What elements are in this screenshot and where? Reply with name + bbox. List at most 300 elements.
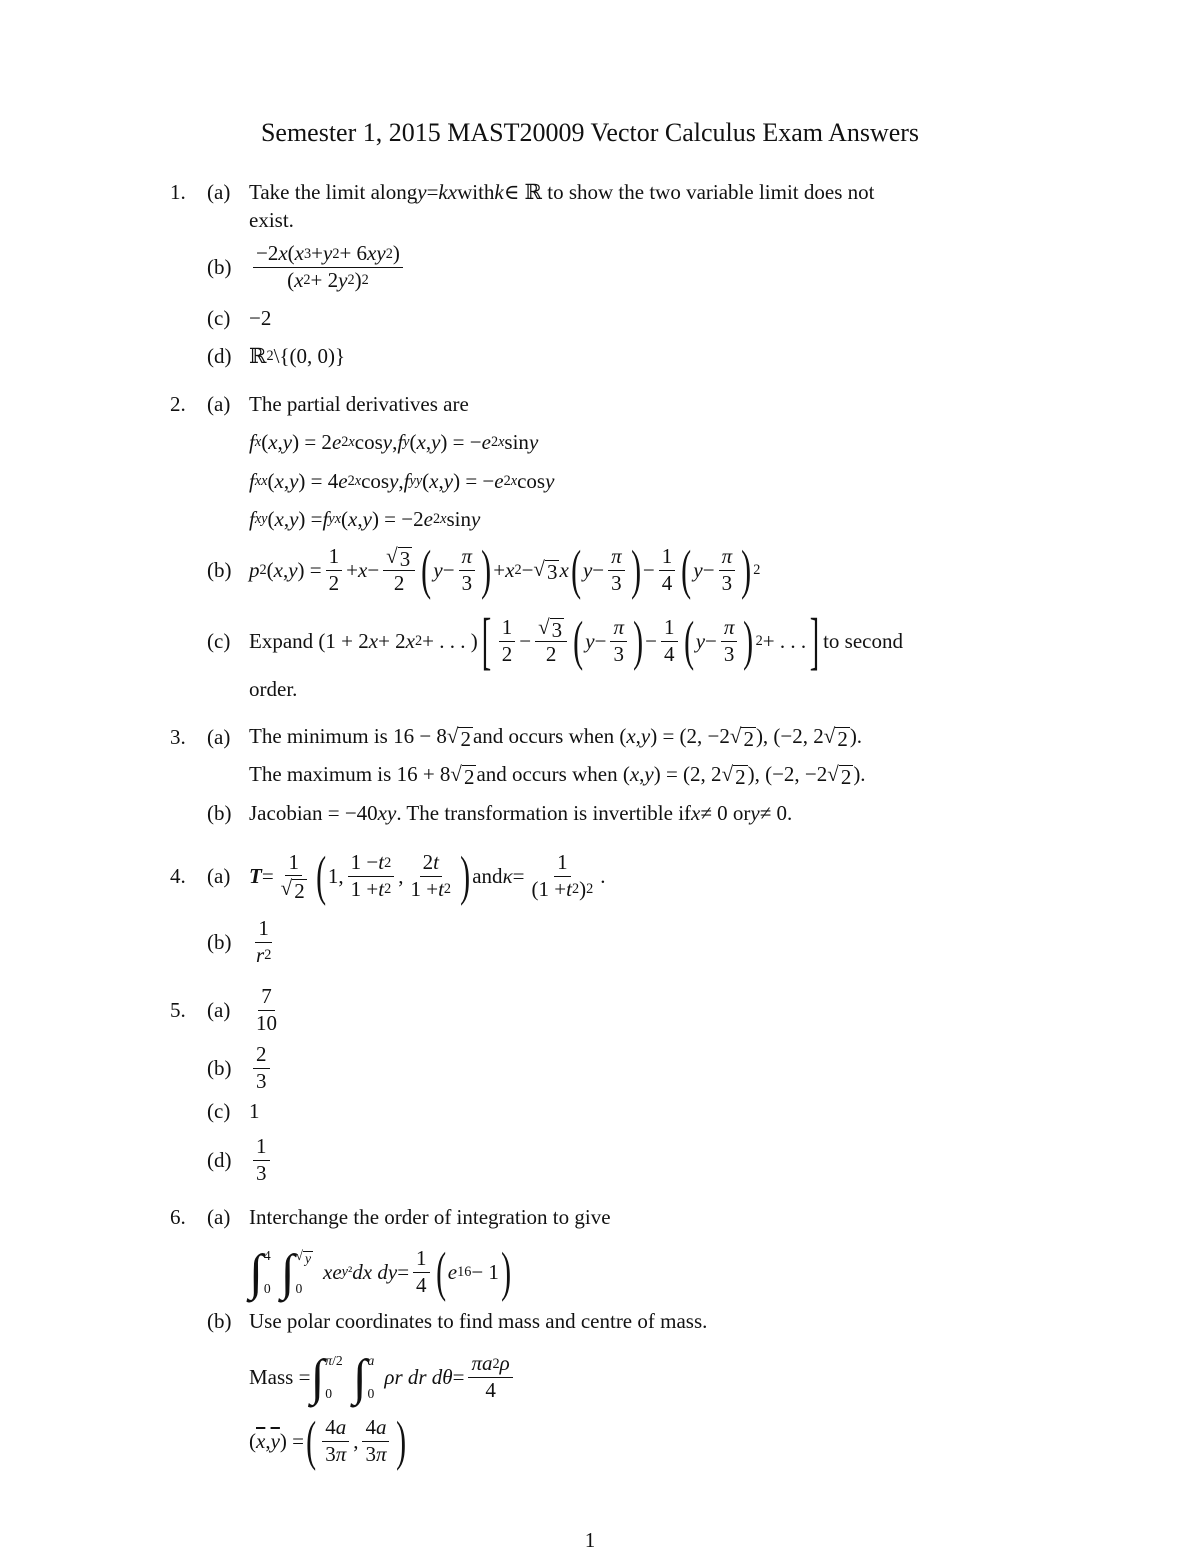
- fraction-denominator: [253, 1161, 270, 1186]
- close-delimiter: ): [460, 844, 471, 906]
- math-text: 1: [416, 1246, 427, 1271]
- math-text: 3: [613, 641, 624, 666]
- part-label: (a): [207, 179, 231, 204]
- math-fraction: [721, 615, 738, 666]
- math-variable: y: [443, 468, 454, 493]
- math-variable: y: [338, 267, 348, 292]
- math-variable: y: [640, 724, 651, 749]
- math-delimited-group: [419, 538, 493, 600]
- math-group: [583, 544, 629, 595]
- math-group: [611, 544, 622, 569]
- math-variable: π: [613, 615, 624, 640]
- math-text: ,: [639, 762, 645, 787]
- answer-content: [249, 538, 761, 600]
- math-variable: x: [278, 241, 288, 266]
- math-group: [585, 615, 631, 666]
- answer-content: [249, 605, 903, 676]
- answer-content: [249, 1205, 611, 1230]
- integral-sign: ∫: [280, 1243, 295, 1300]
- math-text: (: [422, 468, 430, 493]
- math-text: ): [579, 876, 587, 901]
- math-variable: f: [249, 506, 255, 531]
- math-variable: e: [447, 1259, 458, 1284]
- math-text: 2: [266, 348, 274, 364]
- math-text: 3: [546, 559, 558, 584]
- math-text: 2: [415, 633, 423, 649]
- answer-content: [249, 984, 284, 1035]
- math-variable: ρr dr dθ: [384, 1364, 453, 1389]
- radical-sign: √: [280, 876, 293, 901]
- math-variable: a: [367, 1352, 375, 1368]
- math-variable: π: [325, 1352, 333, 1368]
- math-delimited-group: [571, 609, 645, 671]
- integral-limits: [368, 1352, 375, 1402]
- math-variable: t: [378, 850, 385, 875]
- math-fraction: [407, 850, 454, 901]
- math-square-root: [386, 544, 412, 570]
- math-text: to second: [823, 628, 903, 653]
- answer-content: [249, 916, 278, 967]
- math-text: +: [311, 241, 323, 266]
- integral-sign: ∫: [352, 1348, 367, 1405]
- math-text: ,: [357, 506, 363, 531]
- math-variable: y: [382, 429, 393, 454]
- math-text: (: [341, 506, 349, 531]
- math-text: (: [267, 506, 275, 531]
- fraction-numerator: [554, 850, 571, 876]
- math-text: Mass =: [249, 1364, 311, 1389]
- fraction-denominator: [362, 1442, 389, 1467]
- math-variable: xe: [323, 1259, 342, 1284]
- math-fraction: [529, 850, 597, 901]
- math-text: 4: [416, 1272, 427, 1297]
- math-text: 2: [840, 764, 852, 789]
- math-text: cos: [361, 468, 390, 493]
- math-text: −2: [249, 305, 272, 330]
- fraction-denominator: [322, 1442, 349, 1467]
- math-text: 1 +: [410, 876, 439, 901]
- math-group: [722, 544, 733, 569]
- math-text: Take the limit along: [249, 179, 418, 204]
- math-variable: x: [357, 557, 368, 582]
- answer-content: [249, 801, 792, 826]
- math-text: 3: [551, 617, 563, 642]
- open-delimiter: (: [435, 1240, 446, 1302]
- math-fraction: [413, 1246, 430, 1297]
- math-text: (: [287, 267, 295, 292]
- math-text: 3: [611, 570, 622, 595]
- math-fraction: [322, 1415, 349, 1466]
- math-variable: y: [470, 506, 481, 531]
- math-text: 2: [264, 947, 272, 964]
- math-variable: f: [249, 429, 255, 454]
- math-text: ,: [398, 468, 404, 493]
- math-variable: y: [282, 429, 293, 454]
- fraction-numerator: [608, 544, 625, 570]
- math-fraction: [610, 615, 627, 666]
- math-variable: y: [322, 241, 333, 266]
- math-variable: xy: [377, 800, 397, 825]
- math-text: 2: [443, 881, 452, 898]
- math-text: 1: [557, 850, 568, 875]
- fraction-numerator: [326, 544, 343, 570]
- math-text: with: [457, 179, 495, 204]
- radicand: [398, 547, 413, 570]
- math-variable: e: [331, 429, 342, 454]
- math-group: [365, 1442, 386, 1467]
- math-text: 2: [332, 245, 340, 262]
- math-text: 2: [259, 562, 267, 578]
- math-text: 4: [263, 1247, 271, 1263]
- math-text: sin: [504, 429, 529, 454]
- radicand: [545, 560, 560, 583]
- answer-content: f xy ( x , y ) = f yx ( x , y ) = −2 e 2 x sin y: [249, 506, 481, 531]
- math-variable: x: [405, 628, 415, 653]
- math-text: ℝ: [249, 343, 267, 368]
- math-variable: x: [368, 628, 379, 653]
- fraction-denominator: [721, 642, 738, 667]
- integral-lower-limit: [264, 1281, 271, 1296]
- answer-content: [249, 1134, 274, 1185]
- fraction-denominator: [253, 1069, 270, 1094]
- fraction-denominator: [413, 1273, 430, 1298]
- math-text: ) = 2: [292, 429, 332, 454]
- open-delimiter: (: [315, 844, 326, 906]
- math-variable: y: [389, 468, 399, 493]
- math-text: 1 −: [350, 850, 379, 875]
- part-label: (a): [207, 391, 231, 416]
- math-text: −: [702, 557, 715, 582]
- math-text: − 1: [471, 1259, 499, 1284]
- math-text: 2: [328, 570, 340, 595]
- answer-content: [249, 1348, 517, 1405]
- math-text: The partial derivatives are: [249, 391, 469, 416]
- math-text: ).: [849, 724, 863, 749]
- fraction-numerator: [610, 615, 627, 641]
- fraction-numerator: [362, 1415, 389, 1441]
- fraction-denominator: [253, 1011, 280, 1036]
- math-group: [538, 615, 564, 641]
- fraction-numerator: [285, 850, 302, 876]
- math-integral: [280, 1243, 313, 1300]
- math-variable: x: [626, 724, 636, 749]
- math-group: [462, 544, 473, 569]
- fraction-denominator: [529, 877, 597, 902]
- answer-content: [249, 724, 862, 750]
- math-text: 3: [304, 245, 312, 262]
- math-fraction: [278, 850, 310, 902]
- math-text: 2: [571, 881, 580, 898]
- math-text: ,: [277, 429, 283, 454]
- fraction-denominator: [608, 571, 625, 596]
- question-number: 5.: [170, 997, 186, 1022]
- math-variable: t: [566, 876, 572, 901]
- math-text: 1: [328, 544, 340, 569]
- math-text: ) =: [297, 557, 322, 582]
- math-variable: π: [375, 1441, 387, 1466]
- math-fraction: [253, 984, 280, 1035]
- part-label: (c): [207, 305, 231, 330]
- math-mean-variable: $\overline{x}$: [256, 1428, 266, 1453]
- math-text: + 2: [310, 267, 339, 292]
- math-variable: y: [362, 506, 372, 531]
- math-text: ,: [265, 1428, 271, 1453]
- math-text: 2: [384, 881, 392, 898]
- math-variable: x: [629, 762, 640, 787]
- answer-content: [249, 306, 271, 331]
- radicand: [458, 727, 473, 750]
- math-text: .: [600, 863, 606, 888]
- math-group: [433, 544, 479, 595]
- math-variable: y: [417, 179, 427, 204]
- answer-content: [249, 1309, 707, 1334]
- math-group: [724, 615, 735, 640]
- answer-content: [249, 392, 469, 417]
- math-mean-variable: $\overline{y}$: [270, 1428, 280, 1453]
- question-number: 2.: [170, 391, 186, 416]
- math-variable: x: [268, 429, 278, 454]
- math-text: 2: [347, 272, 355, 289]
- math-group: [423, 850, 439, 875]
- math-variable: kx: [438, 179, 458, 204]
- radicand: [741, 727, 756, 750]
- math-variable: y: [288, 557, 298, 582]
- math-text: ,: [282, 557, 289, 582]
- math-square-root: [281, 876, 307, 902]
- integral-upper-limit: [264, 1248, 271, 1263]
- math-text: 2: [463, 764, 475, 789]
- fraction-numerator: [383, 544, 415, 571]
- math-text: 2: [492, 1355, 500, 1372]
- math-text: 2: [753, 562, 761, 578]
- math-text: −2: [256, 241, 279, 266]
- part-label: (b): [207, 1308, 232, 1333]
- radicand: [733, 765, 748, 788]
- part-label: (b): [207, 1055, 232, 1080]
- math-text: 3: [723, 641, 735, 666]
- math-integral: [352, 1348, 375, 1405]
- math-fraction: [253, 916, 274, 967]
- math-text: 1: [258, 916, 269, 941]
- math-text: ), (−2, −2: [747, 762, 828, 787]
- integral-limits: [295, 1247, 313, 1297]
- fraction-numerator: [253, 1134, 270, 1160]
- math-text: 3: [256, 1160, 267, 1185]
- math-fraction: [383, 544, 415, 596]
- math-variable: πa: [471, 1351, 493, 1376]
- math-text: 2: [837, 726, 848, 751]
- fraction-numerator: [348, 850, 395, 876]
- math-delimited-group: [679, 538, 753, 600]
- math-text: 3: [461, 570, 473, 595]
- math-text: 2: [384, 854, 392, 871]
- math-text: −: [367, 557, 380, 582]
- math-delimited-group: [434, 1240, 514, 1302]
- math-text: −: [442, 557, 455, 582]
- close-delimiter: ): [743, 609, 754, 671]
- radical-sign: √: [386, 543, 398, 568]
- answer-content: [249, 762, 866, 788]
- fraction-denominator: [348, 877, 395, 902]
- math-text: Use polar coordinates to find mass and centre of mass.: [249, 1308, 708, 1333]
- math-text: 1: [256, 1134, 267, 1159]
- math-text: 1: [664, 615, 675, 640]
- math-text: ,: [398, 863, 404, 888]
- math-text: −: [705, 628, 717, 653]
- math-variable: y: [582, 557, 593, 582]
- question-number: 6.: [170, 1204, 186, 1229]
- math-text: ,: [635, 724, 641, 749]
- math-fraction: [719, 544, 736, 595]
- close-delimiter: ]: [809, 605, 820, 676]
- math-text: =: [397, 1259, 410, 1284]
- math-text: ,: [438, 468, 444, 493]
- math-text: order.: [249, 676, 298, 701]
- math-variable: π: [461, 544, 473, 569]
- math-text: 1: [249, 1098, 260, 1123]
- math-square-root: [722, 762, 748, 788]
- math-group: [532, 877, 594, 902]
- math-text: ) =: [298, 506, 323, 531]
- fraction-numerator: [322, 1415, 349, 1441]
- math-variable: e: [338, 468, 348, 493]
- integral-sign: ∫: [310, 1348, 325, 1405]
- answer-content: [249, 844, 606, 906]
- math-square-root: [295, 1248, 313, 1266]
- math-variable: π: [721, 544, 733, 569]
- fraction-numerator: [535, 615, 567, 642]
- math-group: [693, 544, 739, 595]
- radicand: [839, 765, 854, 788]
- fraction-denominator: [499, 642, 516, 667]
- math-variable: f: [249, 468, 255, 493]
- math-variable: x: [691, 800, 701, 825]
- integral-lower-limit: [295, 1281, 313, 1296]
- math-text: 0: [263, 1281, 271, 1297]
- math-text: and occurs when (: [476, 762, 630, 787]
- math-text: 2: [501, 641, 513, 666]
- math-text: and occurs when (: [472, 724, 627, 749]
- math-text: ).: [853, 762, 866, 787]
- math-variable: t: [438, 876, 444, 901]
- open-delimiter: (: [683, 609, 694, 671]
- math-text: 7: [261, 984, 272, 1009]
- math-variable: x: [416, 429, 426, 454]
- math-fraction: [362, 1415, 389, 1466]
- math-group: [256, 241, 400, 266]
- close-delimiter: ): [630, 538, 641, 600]
- math-variable: a: [335, 1415, 347, 1440]
- question-number: 1.: [170, 179, 186, 204]
- math-text: Expand (1 + 2: [249, 628, 369, 653]
- math-text: 0: [295, 1281, 303, 1297]
- math-variable: π: [611, 544, 622, 569]
- math-variable: y: [433, 557, 443, 582]
- integral-upper-limit: [295, 1248, 313, 1266]
- math-text: +: [493, 557, 506, 582]
- math-text: 16: [457, 1264, 472, 1280]
- fraction-denominator: [610, 642, 627, 667]
- math-group: [318, 1415, 393, 1466]
- math-variable: x: [348, 506, 358, 531]
- math-text: (: [287, 241, 295, 266]
- math-text: 4: [365, 1415, 376, 1440]
- math-variable: y: [695, 628, 706, 653]
- fraction-denominator: [482, 1378, 499, 1403]
- math-text: (: [261, 429, 269, 454]
- math-text: 3: [325, 1441, 336, 1466]
- math-delimited-group: [314, 844, 473, 906]
- fraction-denominator: [659, 571, 676, 596]
- math-text: exist.: [249, 207, 294, 232]
- math-text: ) = −2: [371, 506, 424, 531]
- question-number: 4.: [170, 863, 186, 888]
- math-group: [295, 1248, 313, 1266]
- answer-content: [249, 180, 874, 205]
- answer-content: ∫ 4 0 ∫ √ y 0 xe y ² dx dy = $\frac{1}{4}$ ( e 16 − 1 ): [249, 1245, 513, 1300]
- part-label: (a): [207, 997, 231, 1022]
- math-text: 4: [325, 1415, 336, 1440]
- integral-upper-limit: [325, 1353, 342, 1368]
- math-text: 2: [586, 881, 594, 898]
- math-group: [495, 609, 807, 671]
- math-variable: π: [723, 615, 735, 640]
- radical-sign: √: [721, 761, 734, 786]
- math-variable: p: [249, 557, 260, 582]
- fraction-denominator: [278, 876, 310, 902]
- math-square-root: [730, 724, 756, 750]
- math-text: ): [354, 267, 362, 292]
- document-title: Semester 1, 2015 MAST20009 Vector Calculus Exam Answers: [260, 118, 920, 147]
- math-square-root: [824, 724, 850, 750]
- radical-sign: √: [538, 614, 550, 639]
- radicand: [835, 727, 850, 750]
- math-text: and: [472, 863, 503, 888]
- integral-limits: [325, 1352, 342, 1402]
- math-text: 2: [385, 245, 393, 262]
- close-delimiter: ): [481, 538, 492, 600]
- math-text: 2: [755, 633, 763, 649]
- math-fraction: [608, 544, 625, 595]
- math-text: ≠ 0.: [759, 800, 793, 825]
- math-text: 2: [735, 764, 746, 789]
- math-group: [386, 544, 412, 570]
- close-delimiter: ): [501, 1240, 512, 1302]
- radicand: [462, 765, 477, 788]
- math-text: 2: [303, 272, 311, 289]
- math-fraction: [326, 544, 343, 595]
- math-group: [328, 850, 458, 901]
- page-number: 1: [584, 1528, 596, 1552]
- math-variable: x: [505, 557, 515, 582]
- math-variable: y: [304, 1250, 312, 1266]
- fraction-numerator: [719, 544, 736, 570]
- math-text: =: [512, 863, 525, 888]
- math-text: 1: [288, 849, 299, 874]
- math-fraction: [253, 1042, 270, 1093]
- math-text: 2: [393, 570, 405, 595]
- math-variable: r: [256, 942, 265, 967]
- part-label: (a): [207, 1204, 231, 1229]
- math-square-root: [533, 557, 559, 583]
- math-variable: x: [294, 241, 304, 266]
- math-group: [351, 850, 392, 875]
- math-variable: t: [433, 850, 439, 875]
- radicand: [550, 618, 565, 641]
- math-text: 1,: [327, 863, 344, 888]
- math-text: ∈ ℝ to show the two variable limit does not: [503, 179, 875, 204]
- answer-content: [249, 208, 294, 233]
